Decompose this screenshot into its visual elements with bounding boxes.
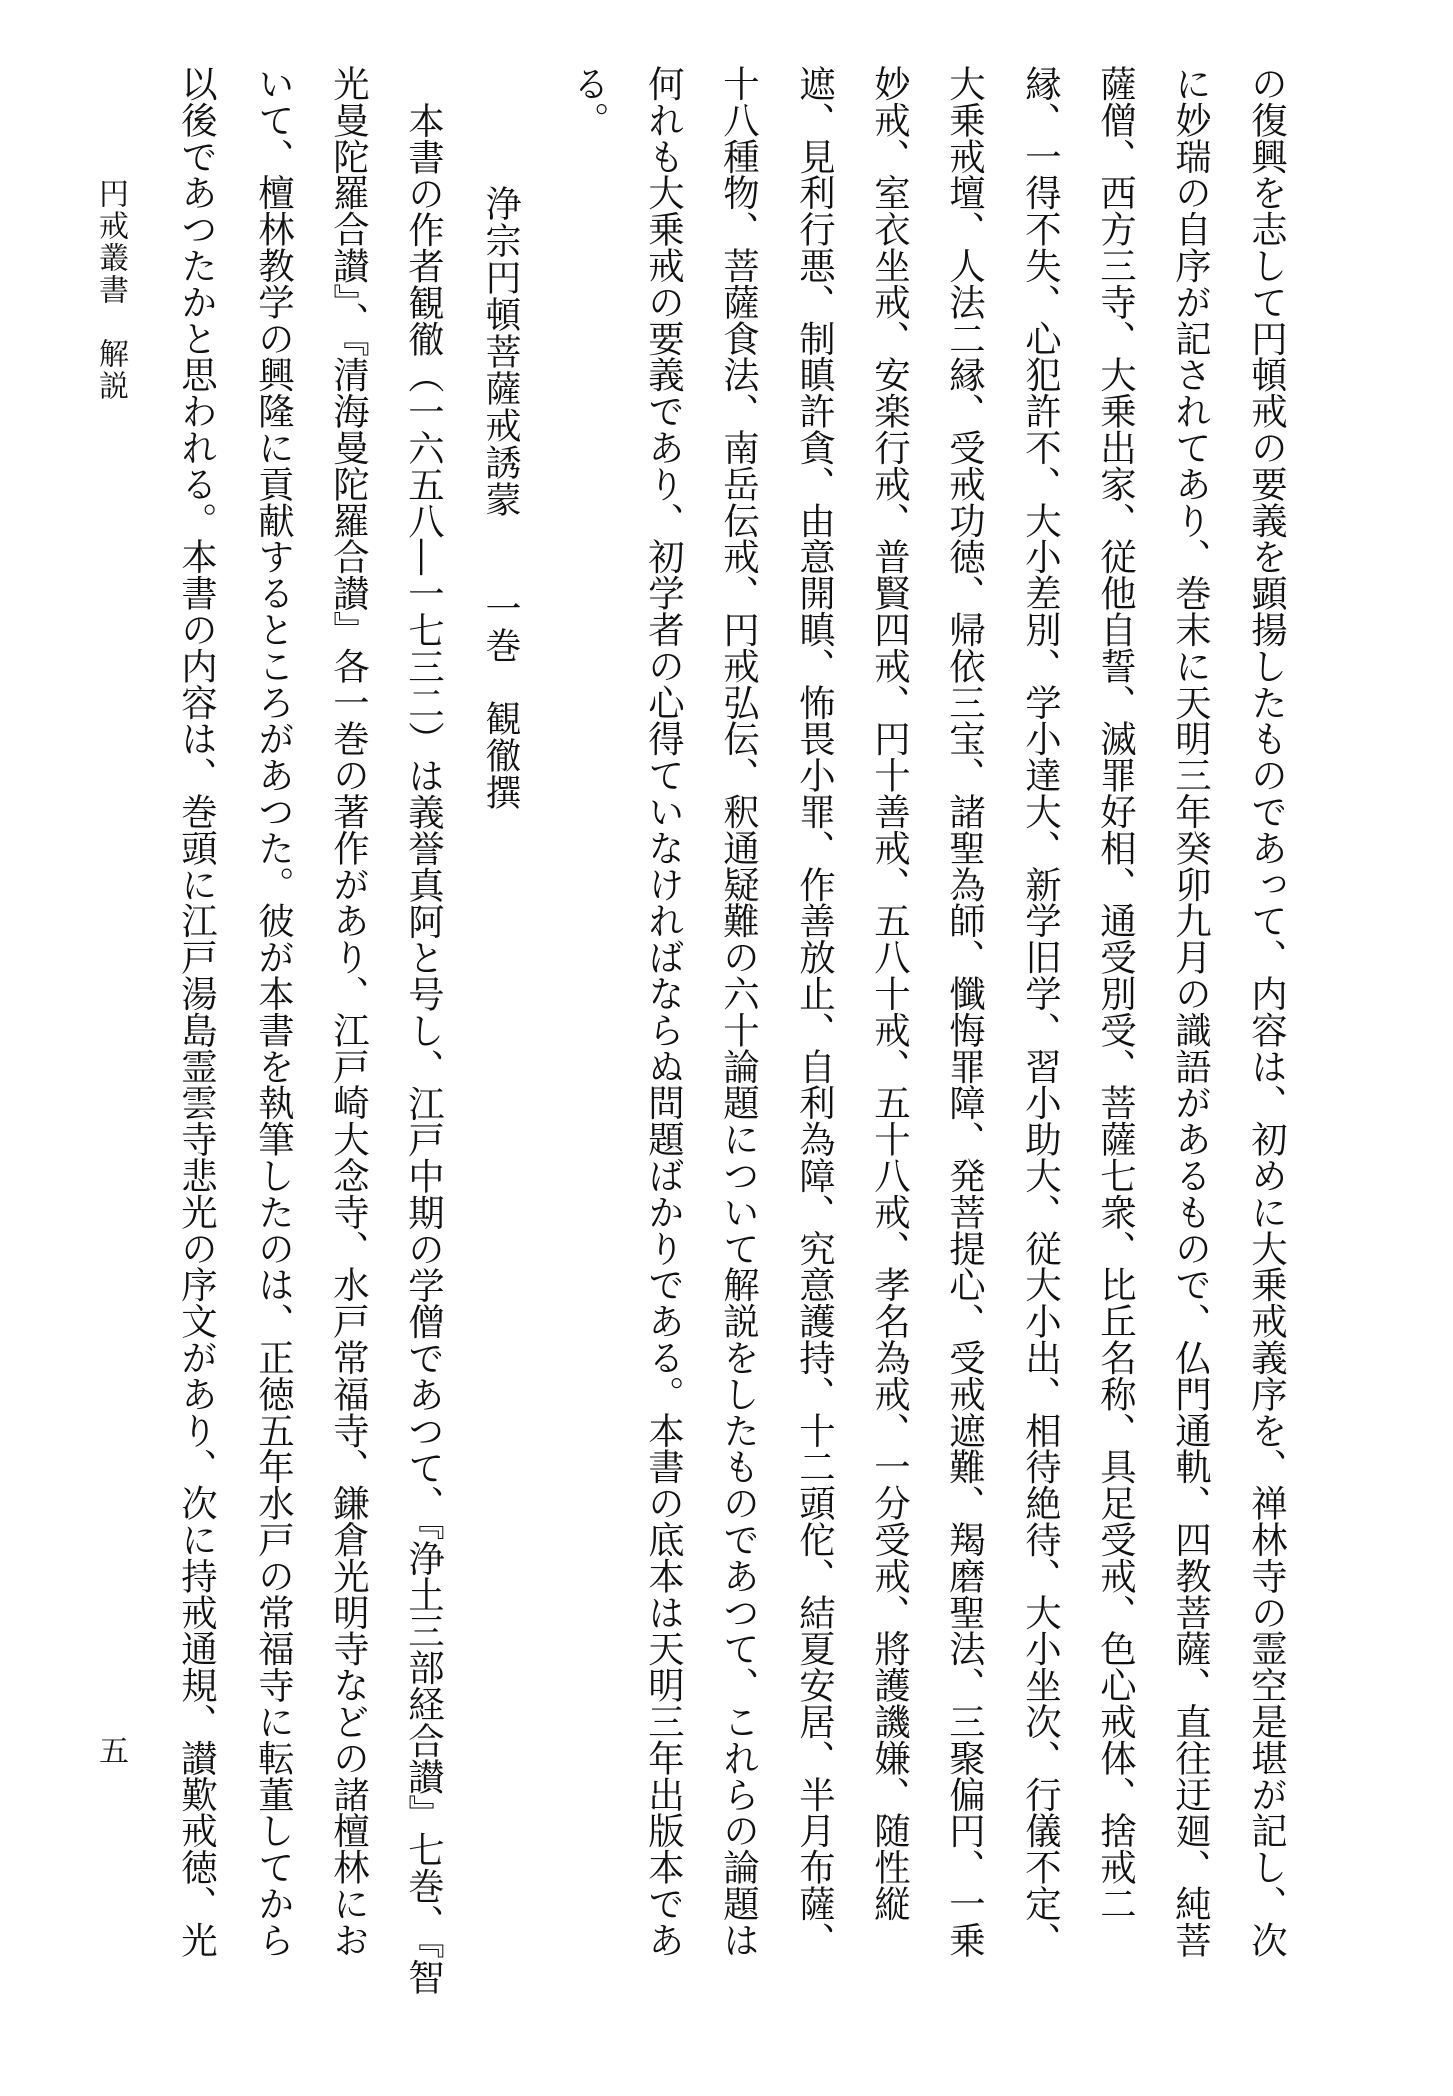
text-column: 薩僧、西方三寺、大乗出家、従他自誓、滅罪好相、通受別受、菩薩七衆、比丘名称、具足受戒、色心戒体、捨戒二 (1094, 65, 1138, 1922)
entry-heading (480, 185, 521, 811)
text-column: 光曼陀羅合讃』、『清海曼陀羅合讃』各一巻の著作があり、江戸崎大念寺、水戸常福寺、鎌倉光明寺などの諸檀林にお (327, 65, 371, 1958)
text-column: 何れも大乗戒の要義であり、初学者の心得ていなければならぬ問題ばかりである。本書の底本は天明三年出版本であ (642, 65, 686, 1958)
text-column: 大乗戒壇、人法二縁、受戒功徳、帰依三宝、諸聖為師、懺悔罪障、発菩提心、受戒遮難、羯磨聖法、三聚偏円、一乗 (943, 65, 987, 1958)
text-column: に妙瑞の自序が記されてあり、巻末に天明三年癸卯九月の識語があるもので、仏門通軌、四教菩薩、直往迂廻、純菩 (1169, 65, 1213, 1958)
text-column: の復興を志して円頓戒の要義を顕揚したものであって、内容は、初めに大乗戒義序を、禅林寺の霊空是堪が記し、次 (1245, 65, 1289, 1958)
text-column: 遮、見利行悪、制瞋許貪、由意開瞋、怖畏小罪、作善放止、自利為障、究意護持、十二頭佗、結夏安居、半月布薩、 (793, 65, 837, 1958)
text-column: 縁、一得不失、心犯許不、大小差別、学小達大、新学旧学、習小助大、従大小出、相待絶待、大小坐次、行儀不定、 (1019, 65, 1063, 1958)
entry-title: 浄宗円頓菩薩戒誘蒙 (480, 185, 521, 518)
text-column: 本書の作者観徹（一六五八―一七三二）は義誉真阿と号し、江戸中期の学僧であつて、『浄土三部経合讃』七巻、『智 (402, 102, 446, 1995)
entry-author: 観徹撰 (480, 700, 521, 811)
text-column: る。 (567, 65, 611, 138)
text-column: 以後であつたかと思われる。本書の内容は、巻頭に江戸湯島霊雲寺悲光の序文があり、次に持戒通規、讃歎戒徳、光 (175, 65, 219, 1958)
text-column: 妙戒、室衣坐戒、安楽行戒、普賢四戒、円十善戒、五八十戒、五十八戒、孝名為戒、一分受戒、將護譏嫌、随性縦 (868, 65, 912, 1922)
running-head: 円戒叢書 解説 (93, 178, 128, 402)
text-column: いて、檀林教学の興隆に貢献するところがあつた。彼が本書を執筆したのは、正徳五年水戸の常福寺に転董してから (252, 65, 296, 1958)
page-number: 五 (93, 1735, 128, 1765)
text-column: 十八種物、菩薩食法、南岳伝戒、円戒弘伝、釈通疑難の六十論題について解説をしたものであつて、これらの論題は (717, 65, 761, 1958)
entry-volumes: 一巻 (480, 590, 521, 664)
